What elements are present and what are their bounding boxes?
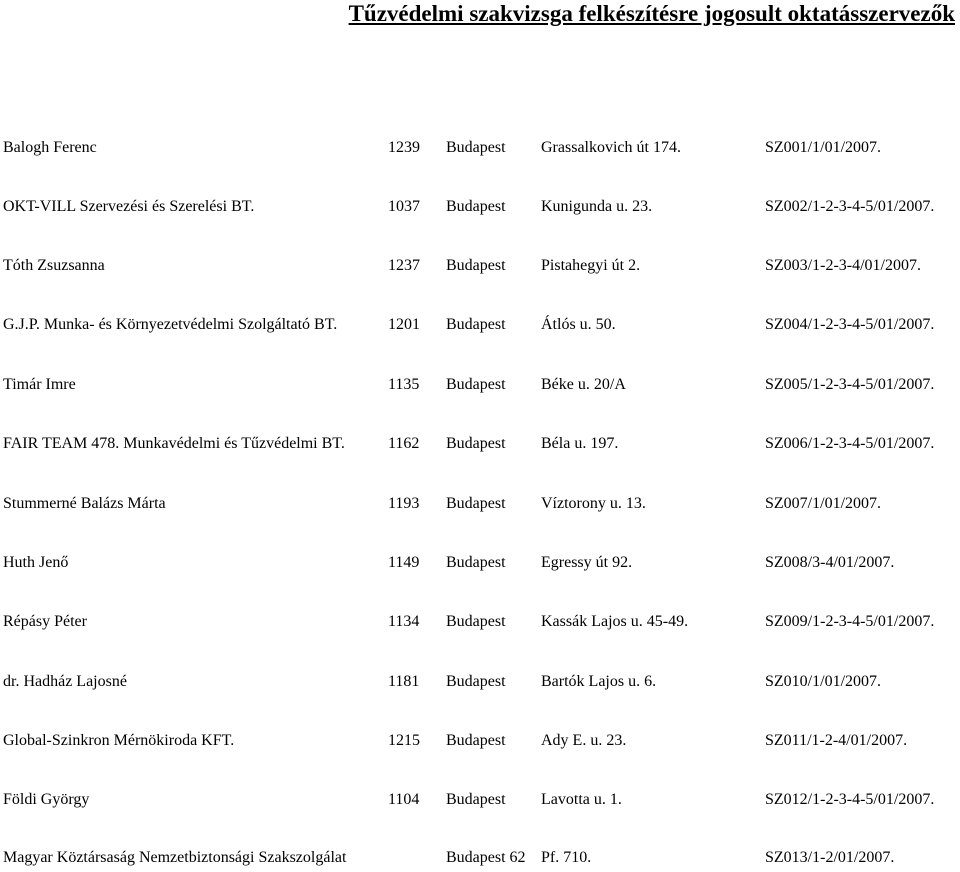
street-address: Béke u. 20/A bbox=[541, 376, 626, 393]
city: Budapest bbox=[446, 376, 506, 393]
list-item bbox=[0, 374, 960, 396]
street-address: Pf. 710. bbox=[541, 849, 592, 866]
list-item bbox=[0, 730, 960, 752]
street-address: Bartók Lajos u. 6. bbox=[541, 673, 657, 690]
organizer-name: G.J.P. Munka- és Környezetvédelmi Szolgáltató BT. bbox=[3, 316, 338, 333]
list-item bbox=[0, 255, 960, 277]
city: Budapest bbox=[446, 732, 506, 749]
street-address: Kassák Lajos u. 45-49. bbox=[541, 613, 689, 630]
city: Budapest bbox=[446, 613, 506, 630]
city: Budapest bbox=[446, 673, 506, 690]
registration-code: SZ011/1-2-4/01/2007. bbox=[765, 732, 908, 749]
city: Budapest bbox=[446, 791, 506, 808]
postal-code: 1135 bbox=[388, 376, 420, 393]
registration-code: SZ006/1-2-3-4-5/01/2007. bbox=[765, 435, 935, 452]
list-item bbox=[0, 493, 960, 515]
street-address: Ady E. u. 23. bbox=[541, 732, 627, 749]
street-address: Grassalkovich út 174. bbox=[541, 139, 681, 156]
street-address: Pistahegyi út 2. bbox=[541, 257, 641, 274]
registration-code: SZ009/1-2-3-4-5/01/2007. bbox=[765, 613, 935, 630]
postal-code: 1037 bbox=[388, 198, 420, 215]
postal-code: 1134 bbox=[388, 613, 420, 630]
organizer-name: OKT-VILL Szervezési és Szerelési BT. bbox=[3, 198, 255, 215]
city: Budapest bbox=[446, 139, 506, 156]
postal-code: 1181 bbox=[388, 673, 420, 690]
organizer-name: Stummerné Balázs Márta bbox=[3, 495, 166, 512]
list-item bbox=[0, 847, 960, 869]
organizer-name: Magyar Köztársaság Nemzetbiztonsági Szakszolgálat bbox=[3, 849, 347, 866]
street-address: Béla u. 197. bbox=[541, 435, 619, 452]
postal-code: 1215 bbox=[388, 732, 420, 749]
list-item bbox=[0, 789, 960, 811]
page-title: Tűzvédelmi szakvizsga felkészítésre jogosult oktatásszervezők bbox=[348, 1, 955, 26]
city: Budapest bbox=[446, 495, 506, 512]
list-item bbox=[0, 137, 960, 159]
organizer-name: Répásy Péter bbox=[3, 613, 87, 630]
city: Budapest bbox=[446, 554, 506, 571]
city: Budapest 62 bbox=[446, 849, 526, 866]
street-address: Átlós u. 50. bbox=[541, 316, 616, 333]
organizer-name: Balogh Ferenc bbox=[3, 139, 97, 156]
registration-code: SZ008/3-4/01/2007. bbox=[765, 554, 895, 571]
organizer-name: Földi György bbox=[3, 791, 90, 808]
list-item bbox=[0, 611, 960, 633]
registration-code: SZ001/1/01/2007. bbox=[765, 139, 882, 156]
organizer-name: Tóth Zsuzsanna bbox=[3, 257, 105, 274]
list-item bbox=[0, 552, 960, 574]
registration-code: SZ003/1-2-3-4/01/2007. bbox=[765, 257, 921, 274]
postal-code: 1162 bbox=[388, 435, 420, 452]
city: Budapest bbox=[446, 257, 506, 274]
list-item bbox=[0, 671, 960, 693]
registration-code: SZ010/1/01/2007. bbox=[765, 673, 882, 690]
postal-code: 1239 bbox=[388, 139, 420, 156]
organizer-name: dr. Hadház Lajosné bbox=[3, 673, 127, 690]
registration-code: SZ004/1-2-3-4-5/01/2007. bbox=[765, 316, 935, 333]
organizer-name: Timár Imre bbox=[3, 376, 76, 393]
street-address: Víztorony u. 13. bbox=[541, 495, 646, 512]
organizer-name: Huth Jenő bbox=[3, 554, 69, 571]
registration-code: SZ005/1-2-3-4-5/01/2007. bbox=[765, 376, 935, 393]
list-item bbox=[0, 196, 960, 218]
city: Budapest bbox=[446, 198, 506, 215]
street-address: Kunigunda u. 23. bbox=[541, 198, 653, 215]
postal-code: 1149 bbox=[388, 554, 420, 571]
postal-code: 1201 bbox=[388, 316, 420, 333]
postal-code: 1104 bbox=[388, 791, 420, 808]
city: Budapest bbox=[446, 435, 506, 452]
street-address: Lavotta u. 1. bbox=[541, 791, 622, 808]
registration-code: SZ012/1-2-3-4-5/01/2007. bbox=[765, 791, 935, 808]
list-item bbox=[0, 433, 960, 455]
list-item bbox=[0, 314, 960, 336]
registration-code: SZ002/1-2-3-4-5/01/2007. bbox=[765, 198, 935, 215]
city: Budapest bbox=[446, 316, 506, 333]
registration-code: SZ007/1/01/2007. bbox=[765, 495, 882, 512]
street-address: Egressy út 92. bbox=[541, 554, 633, 571]
organizer-name: FAIR TEAM 478. Munkavédelmi és Tűzvédelmi BT. bbox=[3, 435, 345, 452]
postal-code: 1237 bbox=[388, 257, 420, 274]
registration-code: SZ013/1-2/01/2007. bbox=[765, 849, 895, 866]
postal-code: 1193 bbox=[388, 495, 420, 512]
organizer-name: Global-Szinkron Mérnökiroda KFT. bbox=[3, 732, 235, 749]
